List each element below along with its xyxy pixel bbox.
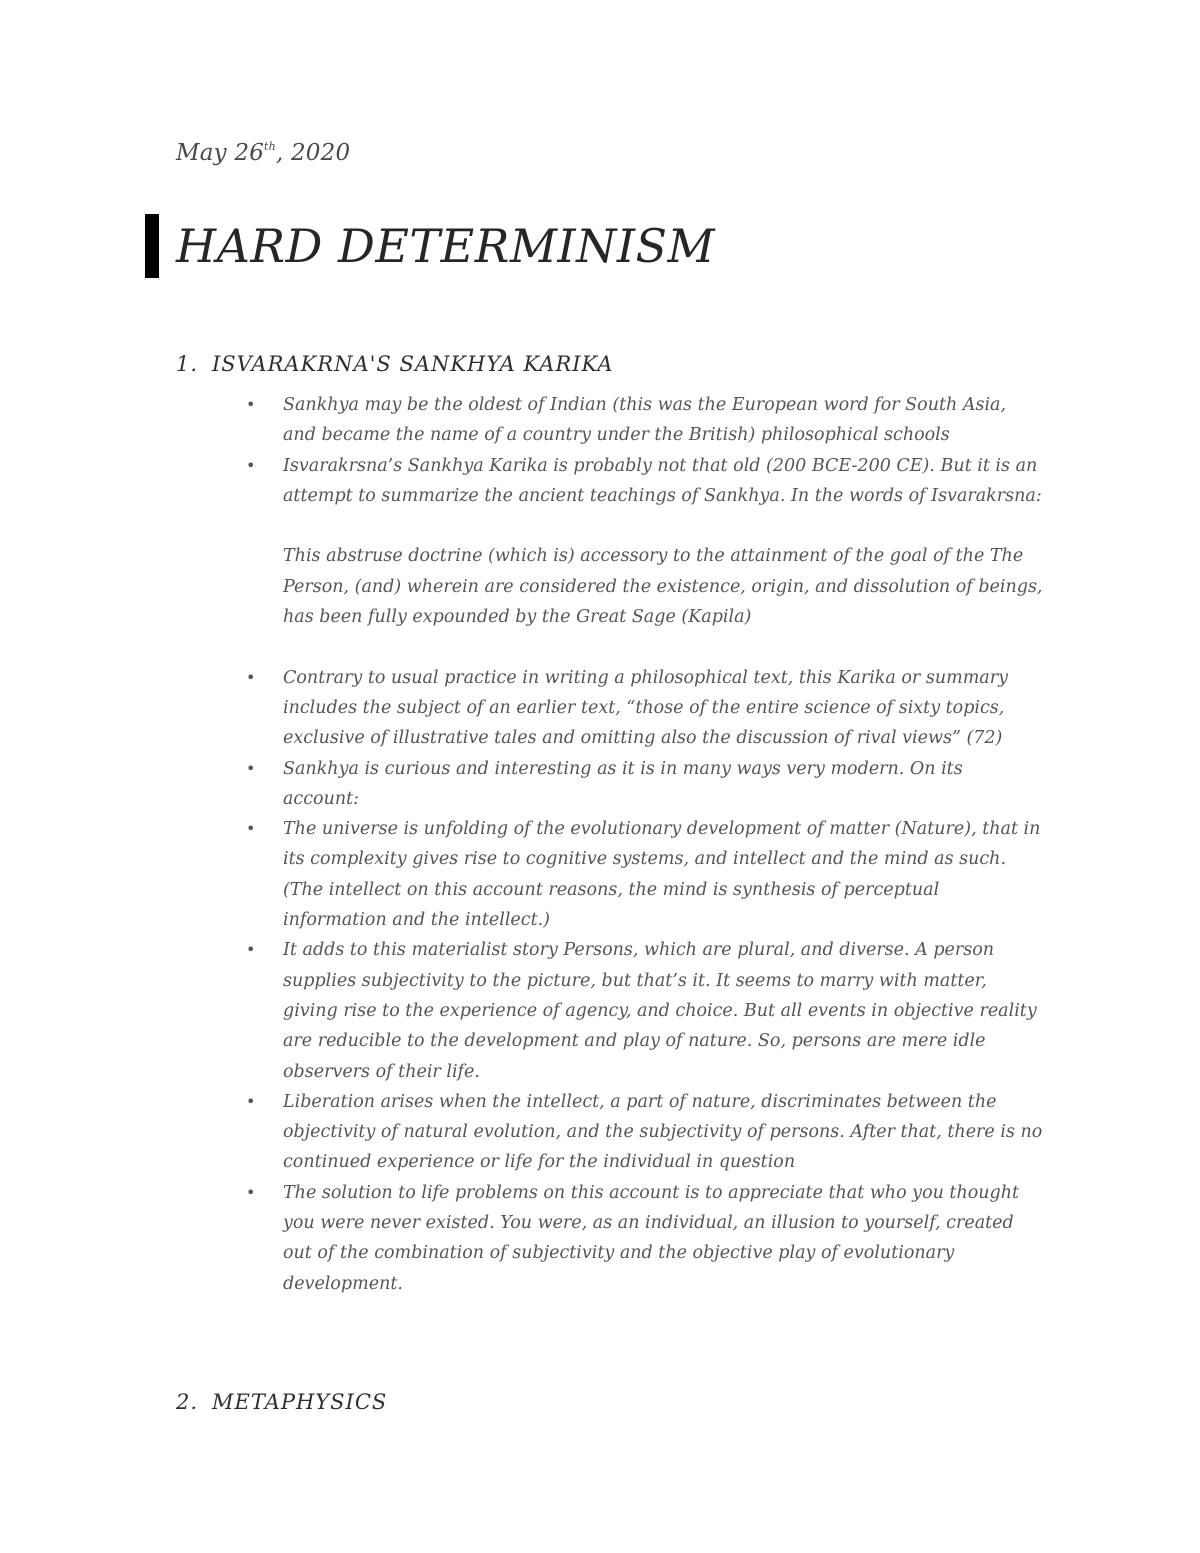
document-title: HARD DETERMINISM [176, 219, 716, 273]
bullet-icon: • [246, 940, 256, 960]
list-item [243, 390, 1043, 451]
section-number: 2. [176, 1390, 199, 1414]
list-item-text: The universe is unfolding of the evolutionary development of matter (Nature), that in its complexity gives rise to cognitive systems, and intellect and the mind as such. (The intellect on this account reasons, the mind is synthesis of perceptual information and the intellect.) [283, 819, 1041, 931]
list-item [243, 1087, 1043, 1178]
list-item-text: Liberation arises when the intellect, a part of nature, discriminates between the objectivity of natural evolution, and the subjectivity of persons. After that, there is no continued experience or life for the individual in question [283, 1091, 1043, 1173]
list-item-text: Contrary to usual practice in writing a philosophical text, this Karika or summary includes the subject of an earlier text, “those of the entire science of sixty topics, exclusive of illustrative tales and omitting also the discussion of rival views” (72) [283, 667, 1008, 749]
bullet-icon: • [246, 1091, 256, 1111]
list-item-text: Sankhya may be the oldest of Indian (this was the European word for South Asia, and became the name of a country under the British) philosophical schools [283, 395, 1007, 446]
list-item [243, 451, 1043, 633]
bullet-icon: • [246, 667, 256, 687]
section-heading-1 [176, 352, 614, 376]
list-item-text: The solution to life problems on this account is to appreciate that who you thought you were never existed. You were, as an individual, an illusion to yourself, created out of the combination of subjectivity and the objective play of evolutionary development. [283, 1182, 1020, 1294]
bullet-icon: • [246, 1182, 256, 1202]
section-heading-2 [176, 1390, 387, 1414]
section-heading-text: METAPHYSICS [212, 1390, 388, 1414]
list-item [243, 1178, 1043, 1299]
bullet-icon: • [246, 819, 256, 839]
bullet-icon: • [246, 758, 256, 778]
block-quote: This abstruse doctrine (which is) accessory to the attainment of the goal of the The Person, (and) wherein are considered the existence, origin, and dissolution of beings, has been fully expounded by the Great Sage (Kapila) [283, 546, 1043, 628]
list-item-text: Sankhya is curious and interesting as it is in many ways very modern. On its account: [283, 758, 963, 809]
list-item-text: It adds to this materialist story Persons, which are plural, and diverse. A person supplies subjectivity to the picture, but that’s it. It seems to marry with matter, giving rise to the experience of agency, and choice. But all events in objective reality are reducible to the development and play of nature. So, persons are mere idle observers of their life. [283, 940, 1037, 1082]
section-heading-text: ISVARAKRNA'S SANKHYA KARIKA [212, 352, 614, 376]
list-item [243, 754, 1043, 815]
list-item-text: Isvarakrsna’s Sankhya Karika is probably not that old (200 BCE-200 CE). But it is an attempt to summarize the ancient teachings of Sankhya. In the words of Isvarakrsna: [283, 455, 1042, 506]
bullet-icon: • [246, 395, 256, 414]
section-1-bullet-list [243, 390, 1043, 1299]
list-item [243, 814, 1043, 935]
list-item [243, 663, 1043, 754]
bullet-icon: • [246, 455, 256, 475]
document-date: May 26th, 2020 [176, 140, 351, 166]
title-accent-bar [145, 214, 159, 278]
list-item [243, 935, 1043, 1086]
section-number: 1. [176, 352, 199, 376]
